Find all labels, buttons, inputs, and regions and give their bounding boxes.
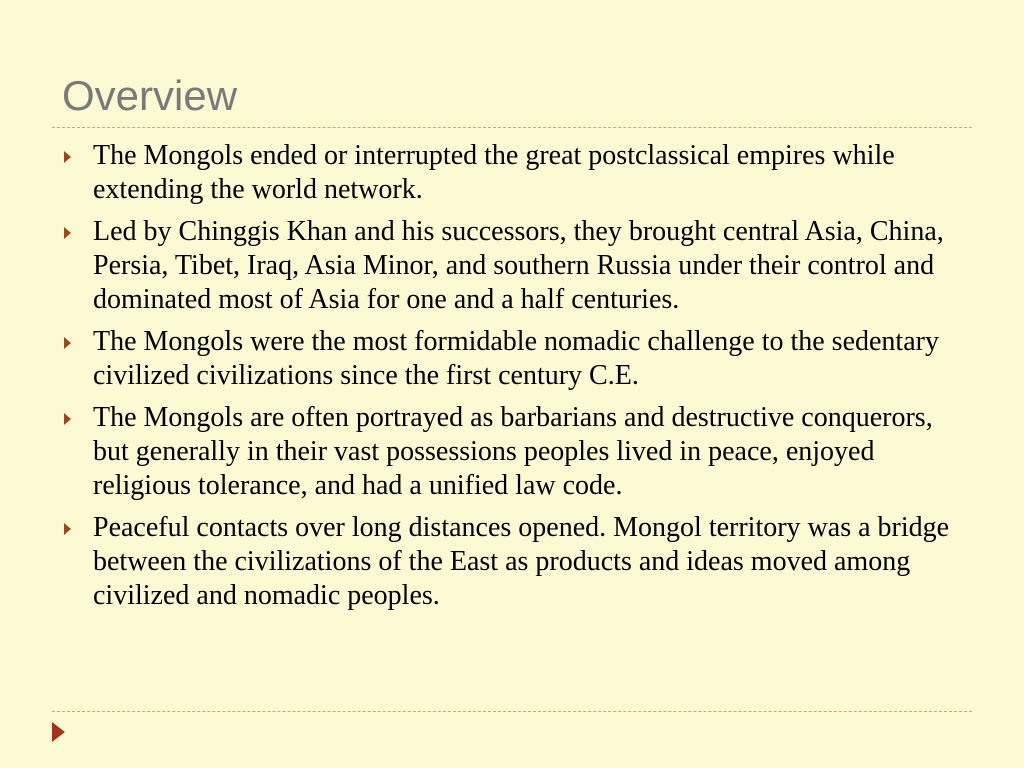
bullet-text: The Mongols are often portrayed as barbarians and destructive conquerors, but generally in their vast possessions peoples lived in peace, enjoyed religious tolerance, and had a unified law code. bbox=[93, 402, 933, 501]
footer-divider bbox=[52, 711, 972, 712]
corner-triangle-icon bbox=[52, 722, 65, 742]
bullet-arrow-icon bbox=[64, 523, 71, 535]
title-divider bbox=[52, 127, 972, 128]
bullet-item bbox=[62, 325, 962, 393]
bullet-item bbox=[62, 215, 962, 317]
bullet-list bbox=[62, 139, 962, 621]
bullet-text: Peaceful contacts over long distances opened. Mongol territory was a bridge between the civilizations of the East as products and ideas moved among civilized and nomadic peoples. bbox=[93, 512, 950, 611]
bullet-item bbox=[62, 401, 962, 503]
bullet-text: The Mongols ended or interrupted the great postclassical empires while extending the world network. bbox=[93, 140, 895, 205]
slide-title: Overview bbox=[62, 72, 238, 119]
bullet-arrow-icon bbox=[64, 413, 71, 425]
bullet-arrow-icon bbox=[64, 151, 71, 163]
bullet-item bbox=[62, 139, 962, 207]
bullet-arrow-icon bbox=[64, 227, 71, 239]
bullet-arrow-icon bbox=[64, 337, 71, 349]
bullet-text: Led by Chinggis Khan and his successors, they brought central Asia, China, Persia, Tibet, Iraq, Asia Minor, and southern Russia under their control and dominated most of Asia for one and a half centuries. bbox=[93, 216, 944, 315]
bullet-text: The Mongols were the most formidable nomadic challenge to the sedentary civilized civilizations since the first century C.E. bbox=[93, 326, 939, 391]
bullet-item bbox=[62, 511, 962, 613]
